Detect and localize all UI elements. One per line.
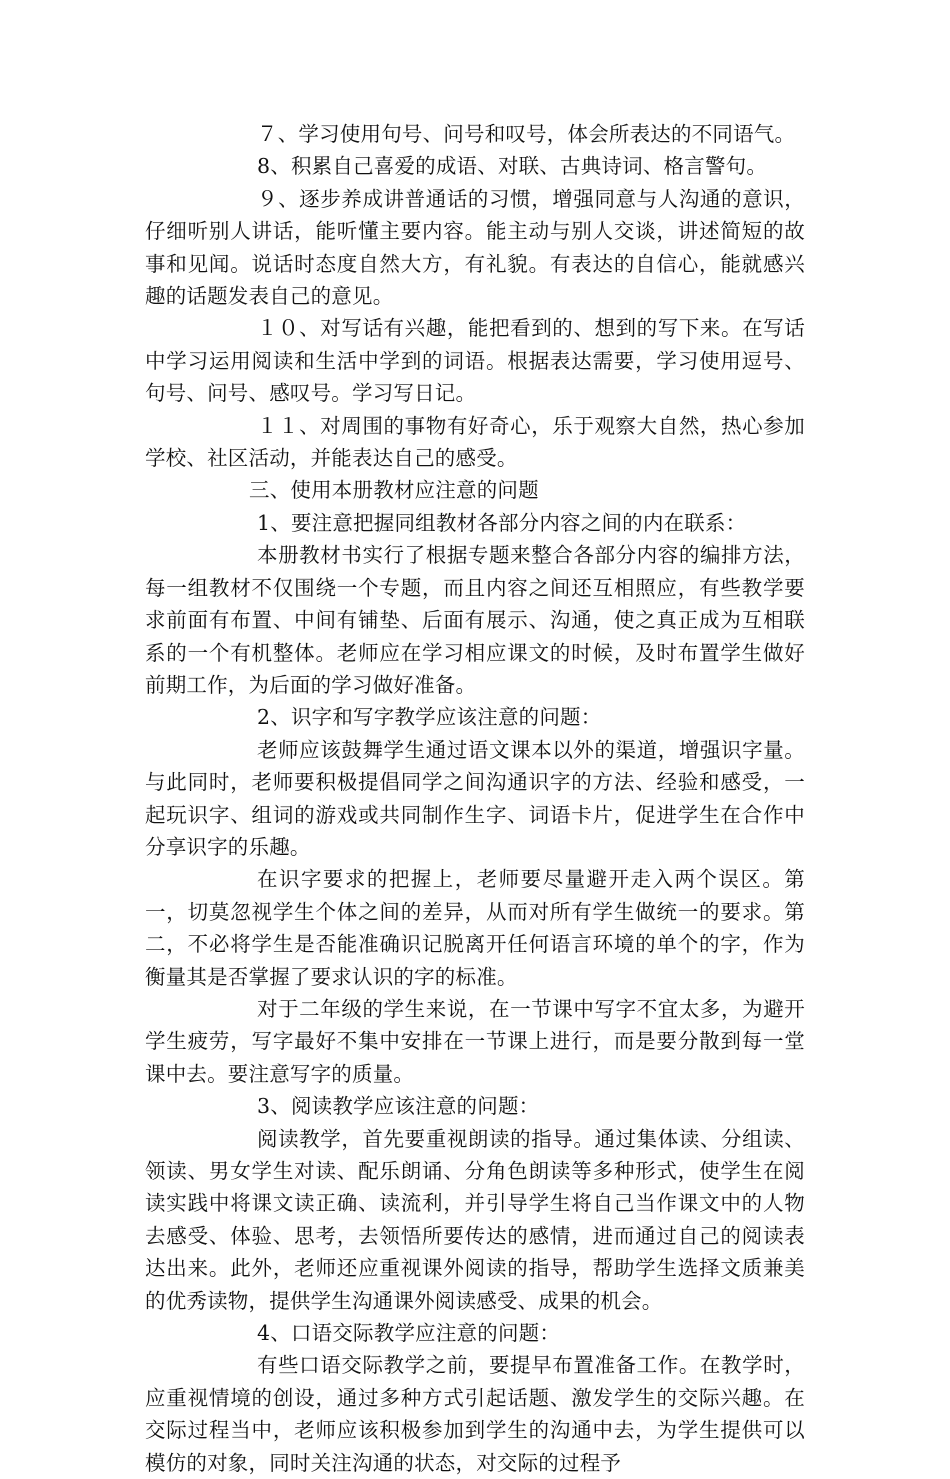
item-8-paragraph: 8、积累自己喜爱的成语、对联、古典诗词、格言警句。	[257, 154, 768, 179]
item-11-paragraph: １１、对周围的事物有好奇心，乐于观察大自然，热心参加学校、社区活动，并能表达自己的感受。	[145, 413, 805, 471]
item-10-paragraph: １０、对写话有兴趣，能把看到的、想到的写下来。在写话中学习运用阅读和生活中学到的词语。根据表达需要，学习使用逗号、句号、问号、感叹号。学习写日记。	[145, 316, 805, 406]
point-3-heading: 3、阅读教学应该注意的问题：	[257, 1094, 540, 1119]
item-9-paragraph: ９、逐步养成讲普通话的习惯，增强同意与人沟通的意识，仔细听别人讲话，能听懂主要内容。能主动与别人交谈，讲述简短的故事和见闻。说话时态度自然大方，有礼貌。有表达的自信心，能就感兴趣的话题发表自己的意见。	[145, 186, 805, 309]
point-1-heading: 1、要注意把握同组教材各部分内容之间的内在联系：	[257, 510, 747, 535]
point-2-paragraph-1: 老师应该鼓舞学生通过语文课本以外的渠道，增强识字量。与此同时，老师要积极提倡同学之间沟通识字的方法、经验和感受，一起玩识字、组词的游戏或共同制作生字、词语卡片，促进学生在合作中分享识字的乐趣。	[145, 737, 805, 859]
document-body	[145, 118, 805, 1479]
point-4-heading: 4、口语交际教学应注意的问题：	[257, 1321, 561, 1346]
point-2-paragraph-3: 对于二年级的学生来说，在一节课中写字不宜太多，为避开学生疲劳，写字最好不集中安排在一节课上进行，而是要分散到每一堂课中去。要注意写字的质量。	[145, 996, 805, 1086]
point-1-paragraph: 本册教材书实行了根据专题来整合各部分内容的编排方法，每一组教材不仅围绕一个专题，而且内容之间还互相照应，有些教学要求前面有布置、中间有铺垫、后面有展示、沟通，使之真正成为互相联系的一个有机整体。老师应在学习相应课文的时候，及时布置学生做好前期工作，为后面的学习做好准备。	[145, 543, 805, 697]
point-2-heading: 2、识字和写字教学应该注意的问题：	[257, 705, 602, 730]
item-7-paragraph: ７、学习使用句号、问号和叹号，体会所表达的不同语气。	[257, 122, 796, 146]
point-2-paragraph-2: 在识字要求的把握上，老师要尽量避开走入两个误区。第一，切莫忽视学生个体之间的差异，从而对所有学生做统一的要求。第二，不必将学生是否能准确识记脱离开任何语言环境的单个的字，作为衡量其是否掌握了要求认识的字的标准。	[145, 867, 805, 989]
section-3-heading: 三、使用本册教材应注意的问题	[249, 478, 539, 503]
point-3-paragraph: 阅读教学，首先要重视朗读的指导。通过集体读、分组读、领读、男女学生对读、配乐朗诵、分角色朗读等多种形式，使学生在阅读实践中将课文读正确、读流利，并引导学生将自己当作课文中的人物去感受、体验、思考，去领悟所要传达的感情，进而通过自己的阅读表达出来。此外，老师还应重视课外阅读的指导，帮助学生选择文质兼美的优秀读物，提供学生沟通课外阅读感受、成果的机会。	[145, 1126, 805, 1313]
point-4-paragraph: 有些口语交际教学之前，要提早布置准备工作。在教学时，应重视情境的创设，通过多种方式引起话题、激发学生的交际兴趣。在交际过程当中，老师应该积极参加到学生的沟通中去，为学生提供可以模仿的对象，同时关注沟通的状态，对交际的过程予	[145, 1353, 805, 1475]
